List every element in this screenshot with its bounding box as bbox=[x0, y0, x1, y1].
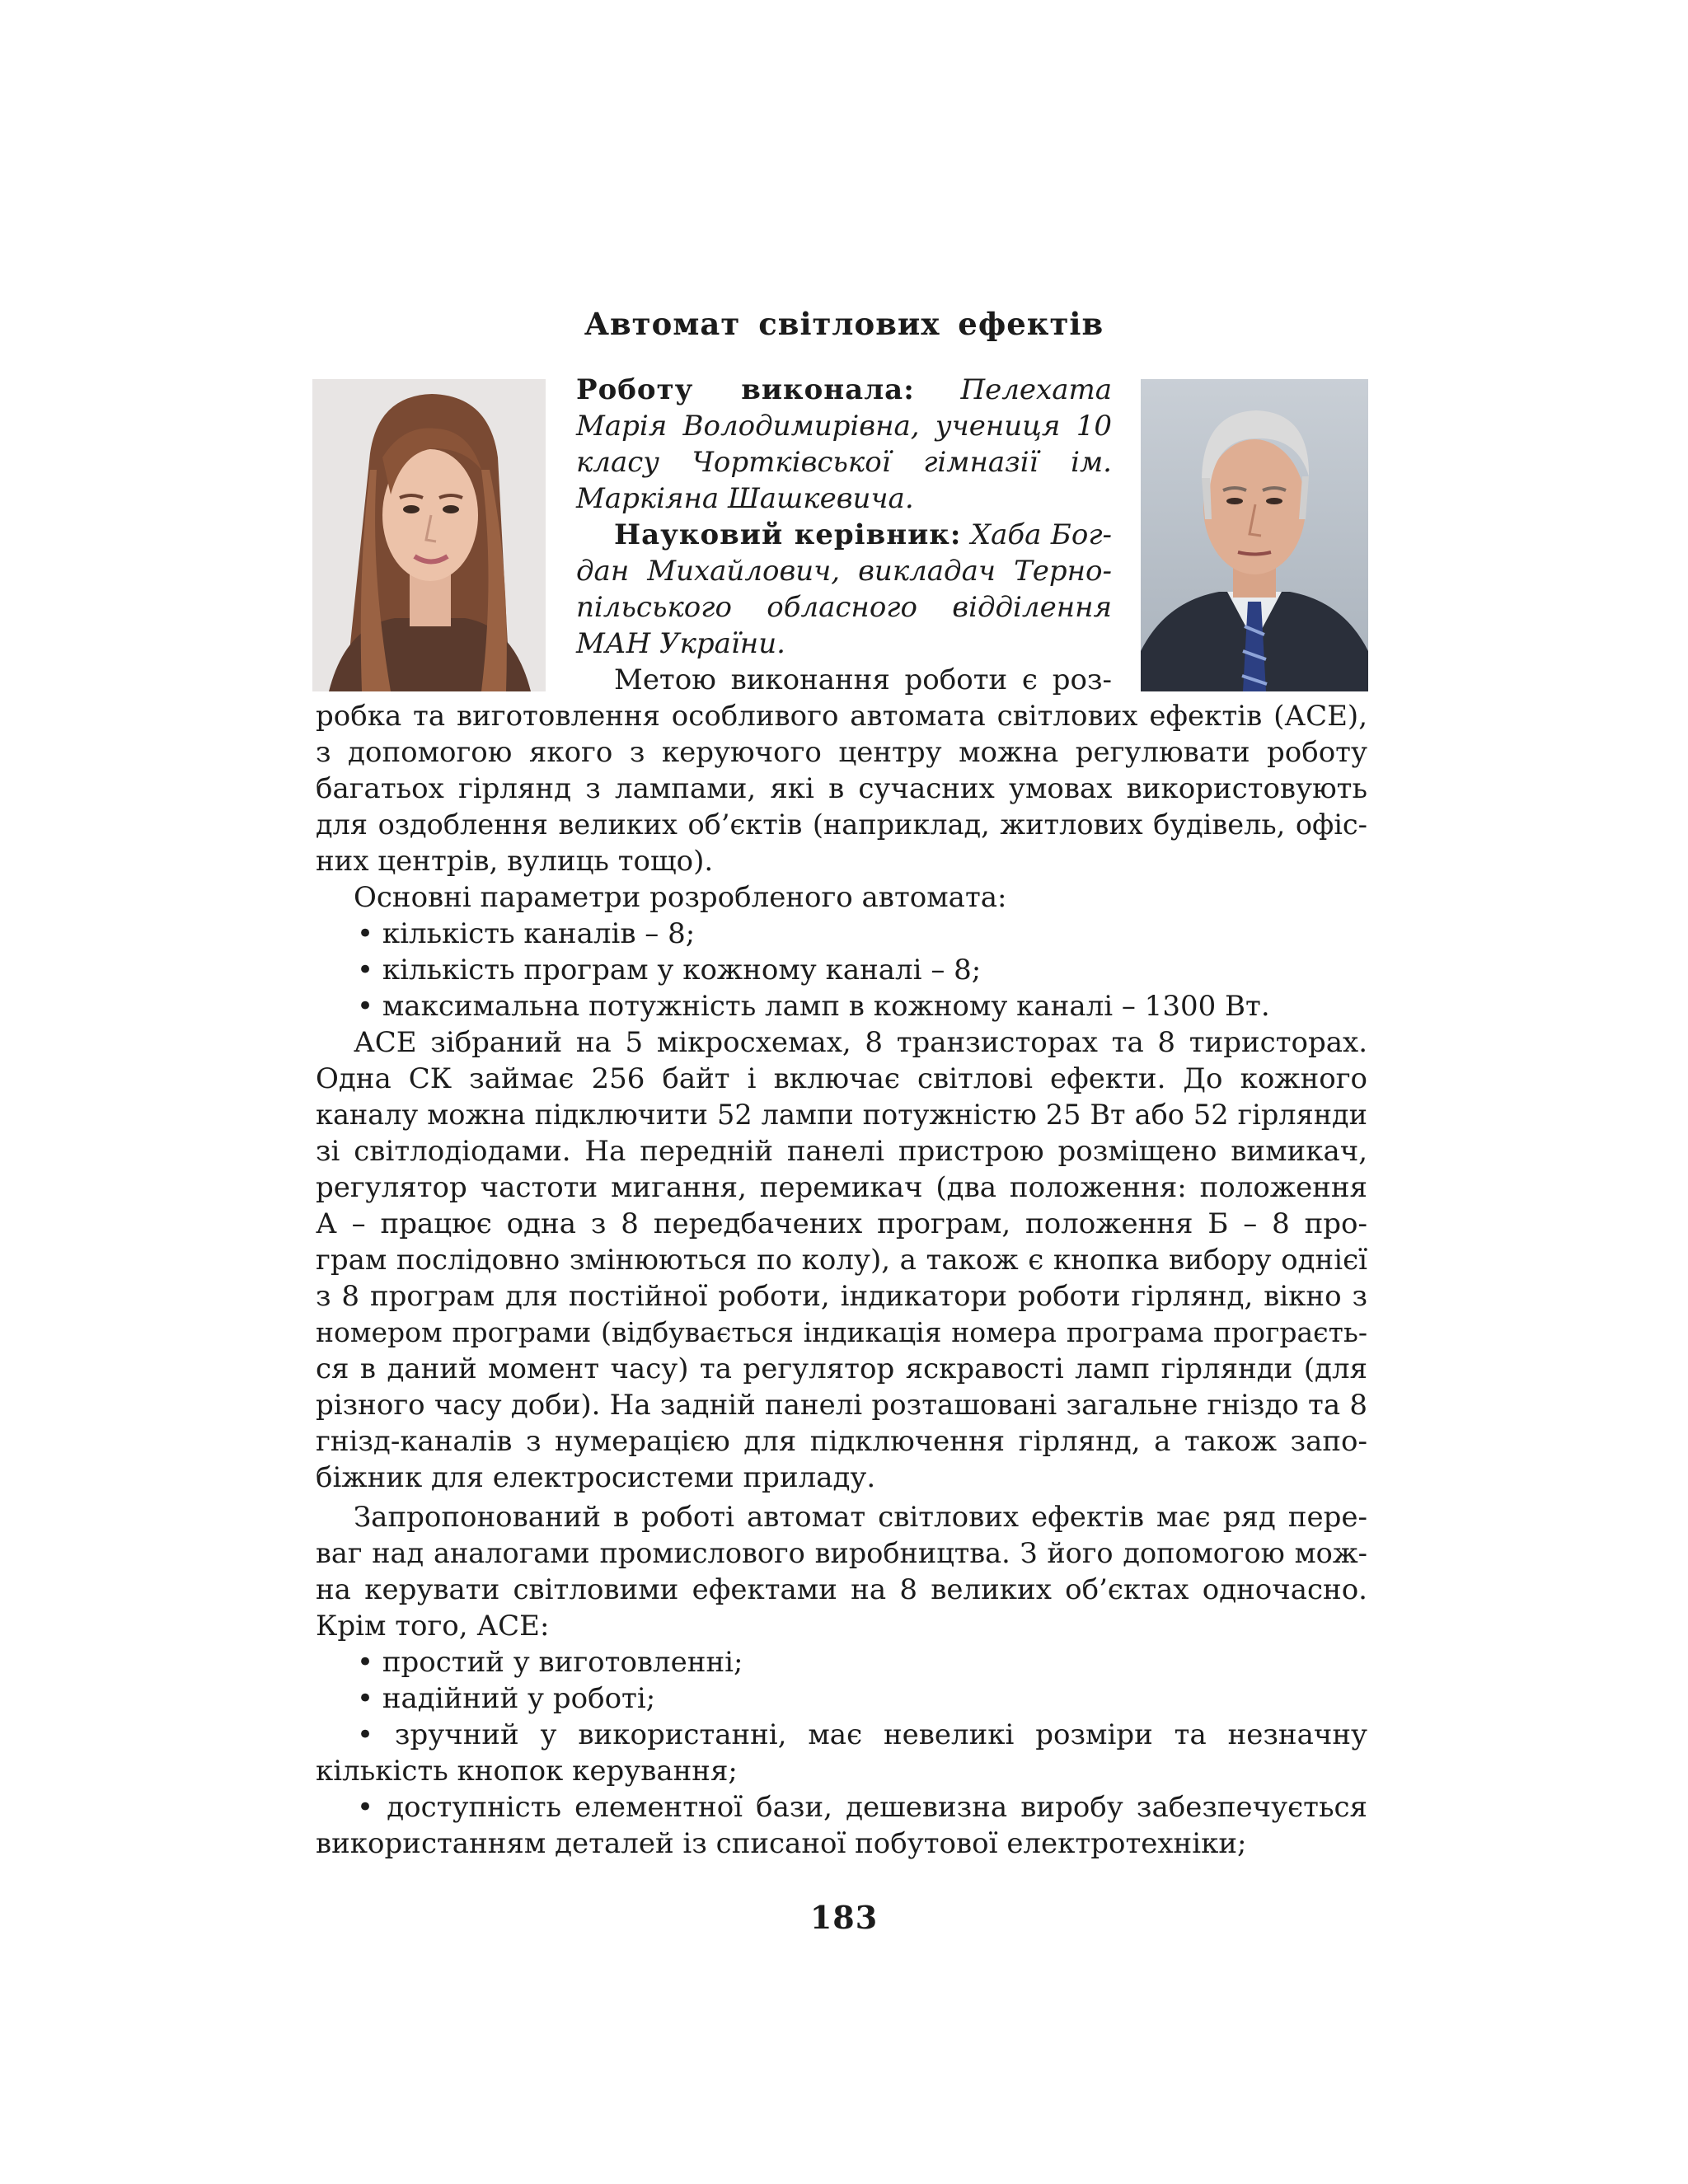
advantages-line-3: на керувати світловими ефектами на 8 великих об’єктах одночасно. bbox=[316, 1573, 1367, 1606]
performer-name-part: Пелехата bbox=[960, 373, 1112, 406]
advantages-item-3-cont: кількість кнопок керування; bbox=[316, 1755, 738, 1788]
params-heading: Основні параметри розробленого автомата: bbox=[354, 881, 1007, 914]
intro-line-6: них центрів, вулиць тощо). bbox=[316, 845, 714, 878]
supervisor-line-2: дан Михайлович, викладач Терно- bbox=[576, 555, 1112, 588]
supervisor-line-4: МАН України. bbox=[576, 627, 785, 660]
params-item-2: • кількість програм у кожному каналі – 8; bbox=[357, 954, 982, 987]
performer-line-4: Маркіяна Шашкевича. bbox=[576, 482, 914, 515]
body-line-6: А – працює одна з 8 передбачених програм, положення Б – 8 про- bbox=[316, 1207, 1367, 1240]
body-line-7: грам послідовно змінюються по колу), а також є кнопка вибору однієї bbox=[316, 1244, 1367, 1277]
body-line-10: ся в даний момент часу) та регулятор яскравості ламп гірлянди (для bbox=[316, 1352, 1367, 1385]
body-line-9: номером програми (відбувається індикація номера програма програєть- bbox=[316, 1316, 1367, 1348]
performer-line-1 bbox=[576, 372, 1112, 408]
advantages-item-4: • доступність елементної бази, дешевизна виробу забезпечується bbox=[357, 1791, 1367, 1824]
advantages-line-4: Крім того, АСЕ: bbox=[316, 1610, 550, 1643]
body-line-1: АСЕ зібраний на 5 мікросхемах, 8 транзисторах та 8 тиристорах. bbox=[354, 1026, 1367, 1059]
performer-label: Роботу виконала: bbox=[576, 373, 915, 406]
intro-line-2: робка та виготовлення особливого автомата світлових ефектів (АСЕ), bbox=[316, 700, 1367, 733]
performer-line-2: Марія Володимирівна, учениця 10 bbox=[576, 410, 1112, 443]
body-line-13: біжник для електросистеми приладу. bbox=[316, 1461, 876, 1494]
body-line-3: каналу можна підключити 52 лампи потужністю 25 Вт або 52 гірлянди bbox=[316, 1099, 1367, 1131]
intro-line-1: Метою виконання роботи є роз- bbox=[614, 663, 1112, 696]
body-line-4: зі світлодіодами. На передній панелі пристрою розміщено вимикач, bbox=[316, 1135, 1367, 1168]
supervisor-name-part: Хаба Бог- bbox=[970, 518, 1112, 551]
advantages-line-1: Запропонований в роботі автомат світлових ефектів має ряд пере- bbox=[354, 1501, 1367, 1534]
supervisor-line-1 bbox=[614, 517, 1112, 553]
performer-line-3: класу Чортківської гімназії ім. bbox=[576, 446, 1112, 479]
advantages-line-2: ваг над аналогами промислового виробництва. З його допомогою мож- bbox=[316, 1537, 1367, 1569]
body-line-8: з 8 програм для постійної роботи, індикатори роботи гірлянд, вікно з bbox=[316, 1280, 1367, 1313]
advantages-item-1: • простий у виготовленні; bbox=[357, 1646, 743, 1679]
advantages-item-3: • зручний у використанні, має невеликі розміри та незначну bbox=[357, 1718, 1367, 1751]
body-line-5: регулятор частоти мигання, перемикач (два положення: положення bbox=[316, 1171, 1367, 1204]
supervisor-portrait-photo bbox=[1141, 379, 1368, 691]
advantages-item-4-cont: використанням деталей із списаної побутової електротехніки; bbox=[316, 1827, 1247, 1860]
body-line-12: гнізд-каналів з нумерацією для підключення гірлянд, а також запо- bbox=[316, 1425, 1367, 1458]
page-number: 183 bbox=[809, 1899, 879, 1936]
params-item-1: • кількість каналів – 8; bbox=[357, 917, 696, 950]
intro-line-5: для оздоблення великих об’єктів (наприклад, житлових будівель, офіс- bbox=[316, 808, 1367, 841]
params-item-3: • максимальна потужність ламп в кожному каналі – 1300 Вт. bbox=[357, 990, 1270, 1023]
advantages-item-2: • надійний у роботі; bbox=[357, 1682, 656, 1715]
body-line-11: різного часу доби). На задній панелі розташовані загальне гніздо та 8 bbox=[316, 1389, 1367, 1422]
intro-line-3: з допомогою якого з керуючого центру можна регулювати роботу bbox=[316, 736, 1367, 769]
supervisor-label: Науковий керівник: bbox=[614, 518, 962, 551]
body-line-2: Одна СК займає 256 байт і включає світлові ефекти. До кожного bbox=[316, 1062, 1367, 1095]
supervisor-line-3: пільського обласного відділення bbox=[576, 591, 1112, 624]
student-portrait-photo bbox=[312, 379, 546, 691]
intro-line-4: багатьох гірлянд з лампами, які в сучасних умовах використовують bbox=[316, 772, 1367, 805]
article-title: Автомат світлових ефектів bbox=[584, 306, 1104, 342]
